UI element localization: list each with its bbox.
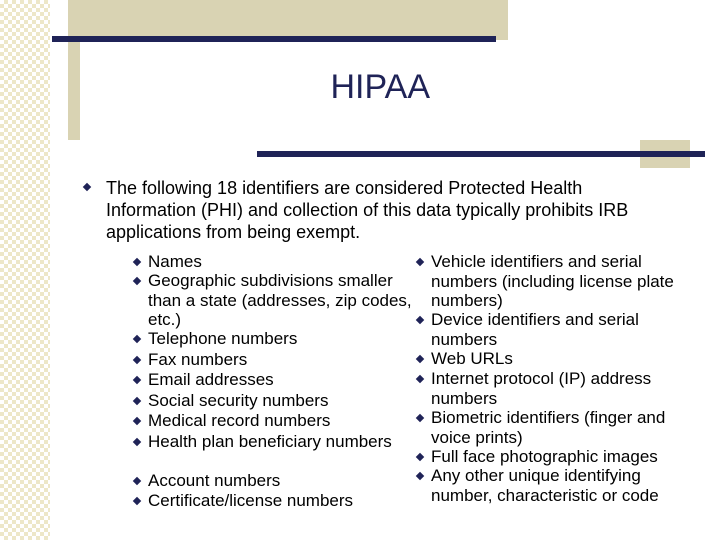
diamond-bullet-icon (133, 356, 141, 364)
list-item: Names (132, 252, 412, 271)
list-item: Telephone numbers (132, 329, 412, 350)
diamond-bullet-icon (133, 497, 141, 505)
diamond-bullet-icon (416, 414, 424, 422)
diamond-bullet-icon (133, 258, 141, 266)
slide-title: HIPAA (330, 68, 430, 106)
diamond-bullet-icon (416, 472, 424, 480)
diamond-bullet-icon (83, 183, 91, 191)
list-item: Certificate/license numbers (132, 491, 412, 511)
list-item: Account numbers (132, 471, 412, 491)
list-item: Web URLs (415, 349, 705, 369)
diamond-bullet-icon (133, 438, 141, 446)
list-item: Any other unique identifying number, characteristic or code (415, 466, 705, 505)
list-item: Full face photographic images (415, 447, 705, 466)
intro-text: The following 18 identifiers are considered Protected Health Information (PHI) and collection of this data typically prohibits IRB applications from being exempt. (106, 178, 629, 242)
title-bar-top (52, 36, 496, 42)
checker-pattern (0, 0, 50, 540)
list-item: Social security numbers (132, 391, 412, 411)
list-item: Device identifiers and serial numbers (415, 310, 705, 349)
list-item: Medical record numbers (132, 411, 412, 432)
diamond-bullet-icon (416, 258, 424, 266)
title-bar-bottom (257, 151, 705, 157)
list-item: Geographic subdivisions smaller than a state (addresses, zip codes, etc.) (132, 271, 412, 329)
diamond-bullet-icon (133, 477, 141, 485)
diamond-bullet-icon (133, 397, 141, 405)
diamond-bullet-icon (133, 335, 141, 343)
diamond-bullet-icon (416, 453, 424, 461)
diamond-bullet-icon (133, 417, 141, 425)
diamond-bullet-icon (133, 376, 141, 384)
list-item: Email addresses (132, 370, 412, 391)
right-identifier-list (415, 252, 705, 505)
list-item: Vehicle identifiers and serial numbers (including license plate numbers) (415, 252, 705, 310)
list-item: Internet protocol (IP) address numbers (415, 369, 705, 408)
diamond-bullet-icon (416, 316, 424, 324)
list-item: Health plan beneficiary numbers (132, 432, 412, 471)
list-item: Biometric identifiers (finger and voice prints) (415, 408, 705, 447)
diamond-bullet-icon (133, 277, 141, 285)
left-identifier-list (132, 252, 412, 511)
diamond-bullet-icon (416, 355, 424, 363)
diamond-bullet-icon (416, 375, 424, 383)
list-item: Fax numbers (132, 350, 412, 370)
